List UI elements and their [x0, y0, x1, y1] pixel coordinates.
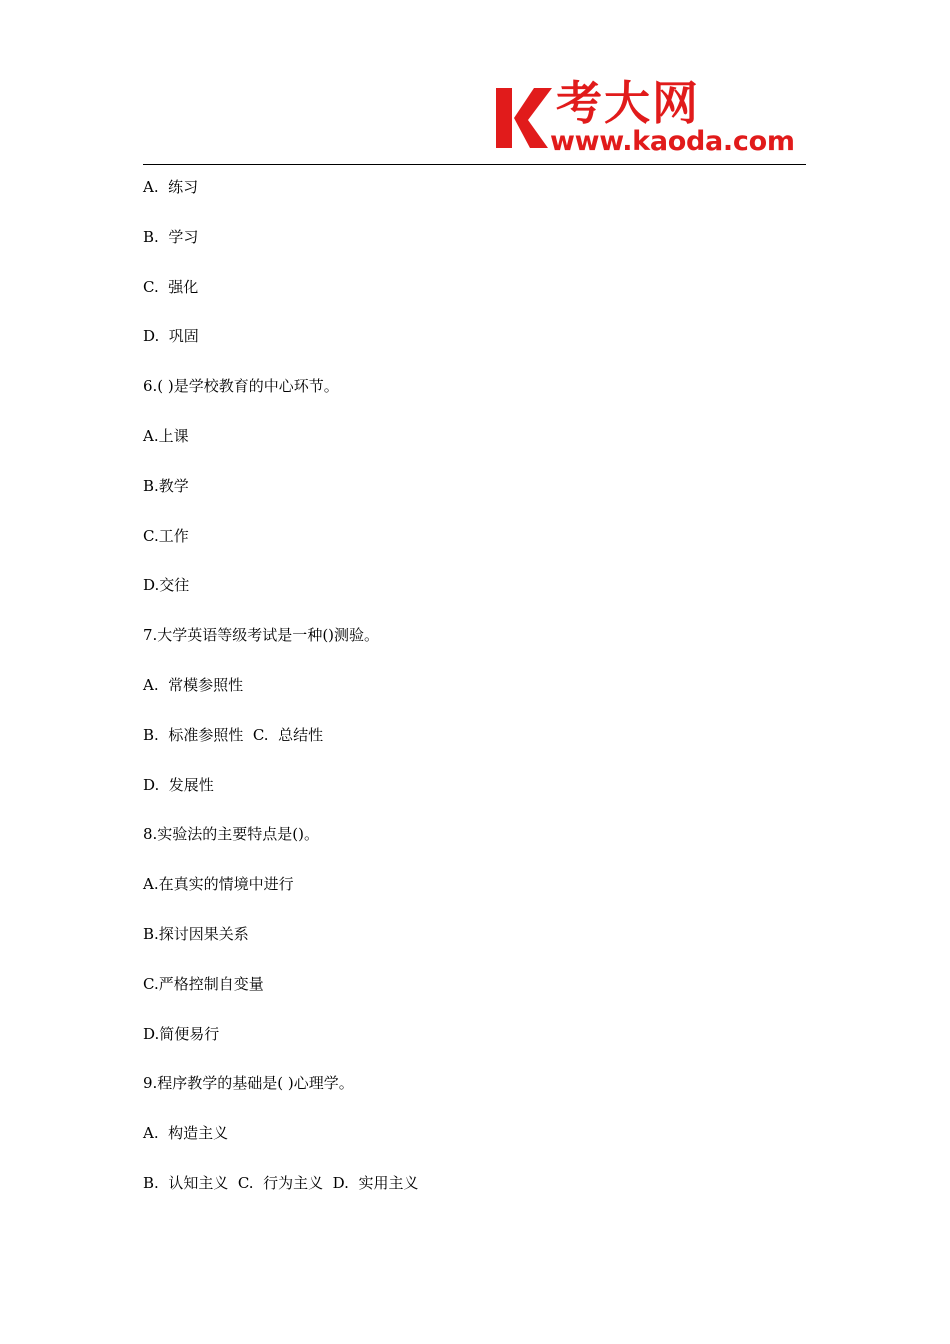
question-content — [143, 174, 806, 1220]
question-8: 8.实验法的主要特点是()。 — [143, 825, 320, 844]
logo-url: www.kaoda.com — [550, 126, 795, 157]
option-line: B. 认知主义 C. 行为主义 D. 实用主义 — [143, 1173, 419, 1192]
option-line: D.交往 — [143, 576, 190, 595]
option-line: D. 巩固 — [143, 327, 199, 346]
option-line: C.工作 — [143, 526, 189, 545]
question-7: 7.大学英语等级考试是一种()测验。 — [143, 626, 380, 645]
question-9: 9.程序教学的基础是( )心理学。 — [143, 1074, 354, 1093]
option-line: A. 练习 — [143, 178, 199, 196]
option-line: B. 学习 — [143, 227, 199, 246]
logo-chinese-name: 考大网 — [556, 76, 700, 130]
option-line: A. 常模参照性 — [143, 675, 244, 694]
question-6: 6.( )是学校教育的中心环节。 — [143, 377, 339, 396]
option-line: B.探讨因果关系 — [143, 924, 249, 943]
option-line: A.上课 — [143, 426, 189, 445]
option-line: B.教学 — [143, 476, 189, 495]
option-line: C.严格控制自变量 — [143, 974, 264, 993]
k-logo-icon — [492, 84, 554, 150]
option-line: A.在真实的情境中进行 — [143, 875, 294, 894]
option-line: B. 标准参照性 C. 总结性 — [143, 725, 324, 744]
option-line: A. 构造主义 — [143, 1124, 229, 1143]
option-line: D. 发展性 — [143, 775, 214, 794]
option-line: D.简便易行 — [143, 1024, 220, 1043]
option-line: C. 强化 — [143, 277, 199, 296]
kaoda-logo — [492, 76, 808, 160]
header-divider — [143, 164, 806, 165]
